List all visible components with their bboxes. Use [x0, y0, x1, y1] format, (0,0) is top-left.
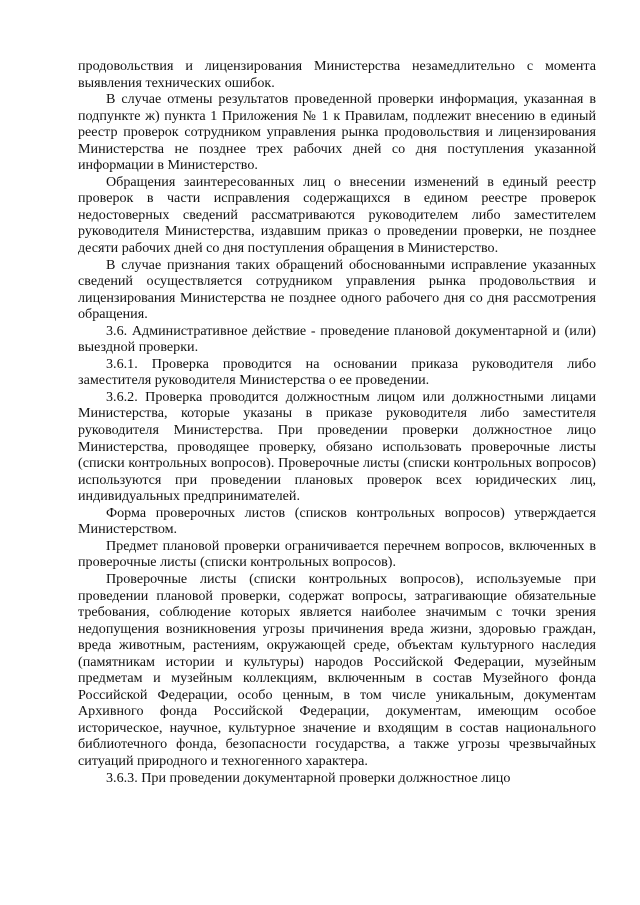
document-page: [78, 58, 596, 786]
paragraph-section-3-6-1: 3.6.1. Проверка проводится на основании приказа руководителя либо заместителя руководителя Министерства о ее проведении.: [78, 355, 596, 389]
paragraph-correction: В случае признания таких обращений обоснованными исправление указанных сведений осуществляется сотрудником управления рынка продовольствия и лицензирования Министерства не позднее одного рабочего дня со дня рассмотрения обращения.: [78, 256, 596, 323]
paragraph-cancellation: В случае отмены результатов проведенной проверки информация, указанная в подпункте ж) пункта 1 Приложения № 1 к Правилам, подлежит внесению в единый реестр проверок сотрудником управления рынка продовольствия и лицензирования Министерства не позднее трех рабочих дней со дня поступления указанной информации в Министерство.: [78, 91, 596, 174]
paragraph-section-3-6-2: 3.6.2. Проверка проводится должностным лицом или должностными лицами Министерства, которые указаны в приказе руководителя либо заместителя руководителя Министерства. При проведении проверки должностное лицо Министерства, проводящее проверку, обязано использовать проверочные листы (списки контрольных вопросов). Проверочные листы (списки контрольных вопросов) используются при проведении плановых проверок всех юридических лиц, индивидуальных предпринимателей.: [78, 388, 596, 505]
paragraph-appeals: Обращения заинтересованных лиц о внесении изменений в единый реестр проверок в части исправления содержащихся в едином реестре проверок недостоверных сведений рассматриваются руководителем либо заместителем руководителя Министерства, издавшим приказ о проведении проверки, не позднее десяти рабочих дней со дня поступления обращения в Министерство.: [78, 173, 596, 257]
paragraph-section-3-6-3: 3.6.3. При проведении документарной проверки должностное лицо: [106, 769, 511, 786]
paragraph-continuation: продовольствия и лицензирования Министерства незамедлительно с момента выявления технических ошибок.: [78, 58, 596, 91]
paragraph-checklists: Проверочные листы (списки контрольных вопросов), используемые при проведении плановой проверки, содержат вопросы, затрагивающие обязательные требования, соблюдение которых является наиболее значимым с точки зрения недопущения возникновения угрозы причинения вреда жизни, здоровью граждан, вреда животным, растениям, окружающей среде, объектам культурного наследия (памятникам истории и культуры) народов Российской Федерации, музейным предметам и музейным коллекциям, включенным в состав Музейного фонда Российской Федерации, особо ценным, в том числе уникальным, документам Архивного фонда Российской Федерации, документам, имеющим особое историческое, научное, культурное значение и входящим в состав национального библиотечного фонда, безопасности государства, а также угрозы чрезвычайных ситуаций природного и техногенного характера.: [78, 570, 596, 769]
paragraph-inspection-subject: Предмет плановой проверки ограничивается перечнем вопросов, включенных в проверочные листы (списки контрольных вопросов).: [78, 537, 596, 571]
paragraph-form-approval: Форма проверочных листов (списков контрольных вопросов) утверждается Министерством.: [78, 504, 596, 538]
paragraph-section-3-6: 3.6. Административное действие - проведение плановой документарной и (или) выездной проверки.: [78, 322, 596, 356]
